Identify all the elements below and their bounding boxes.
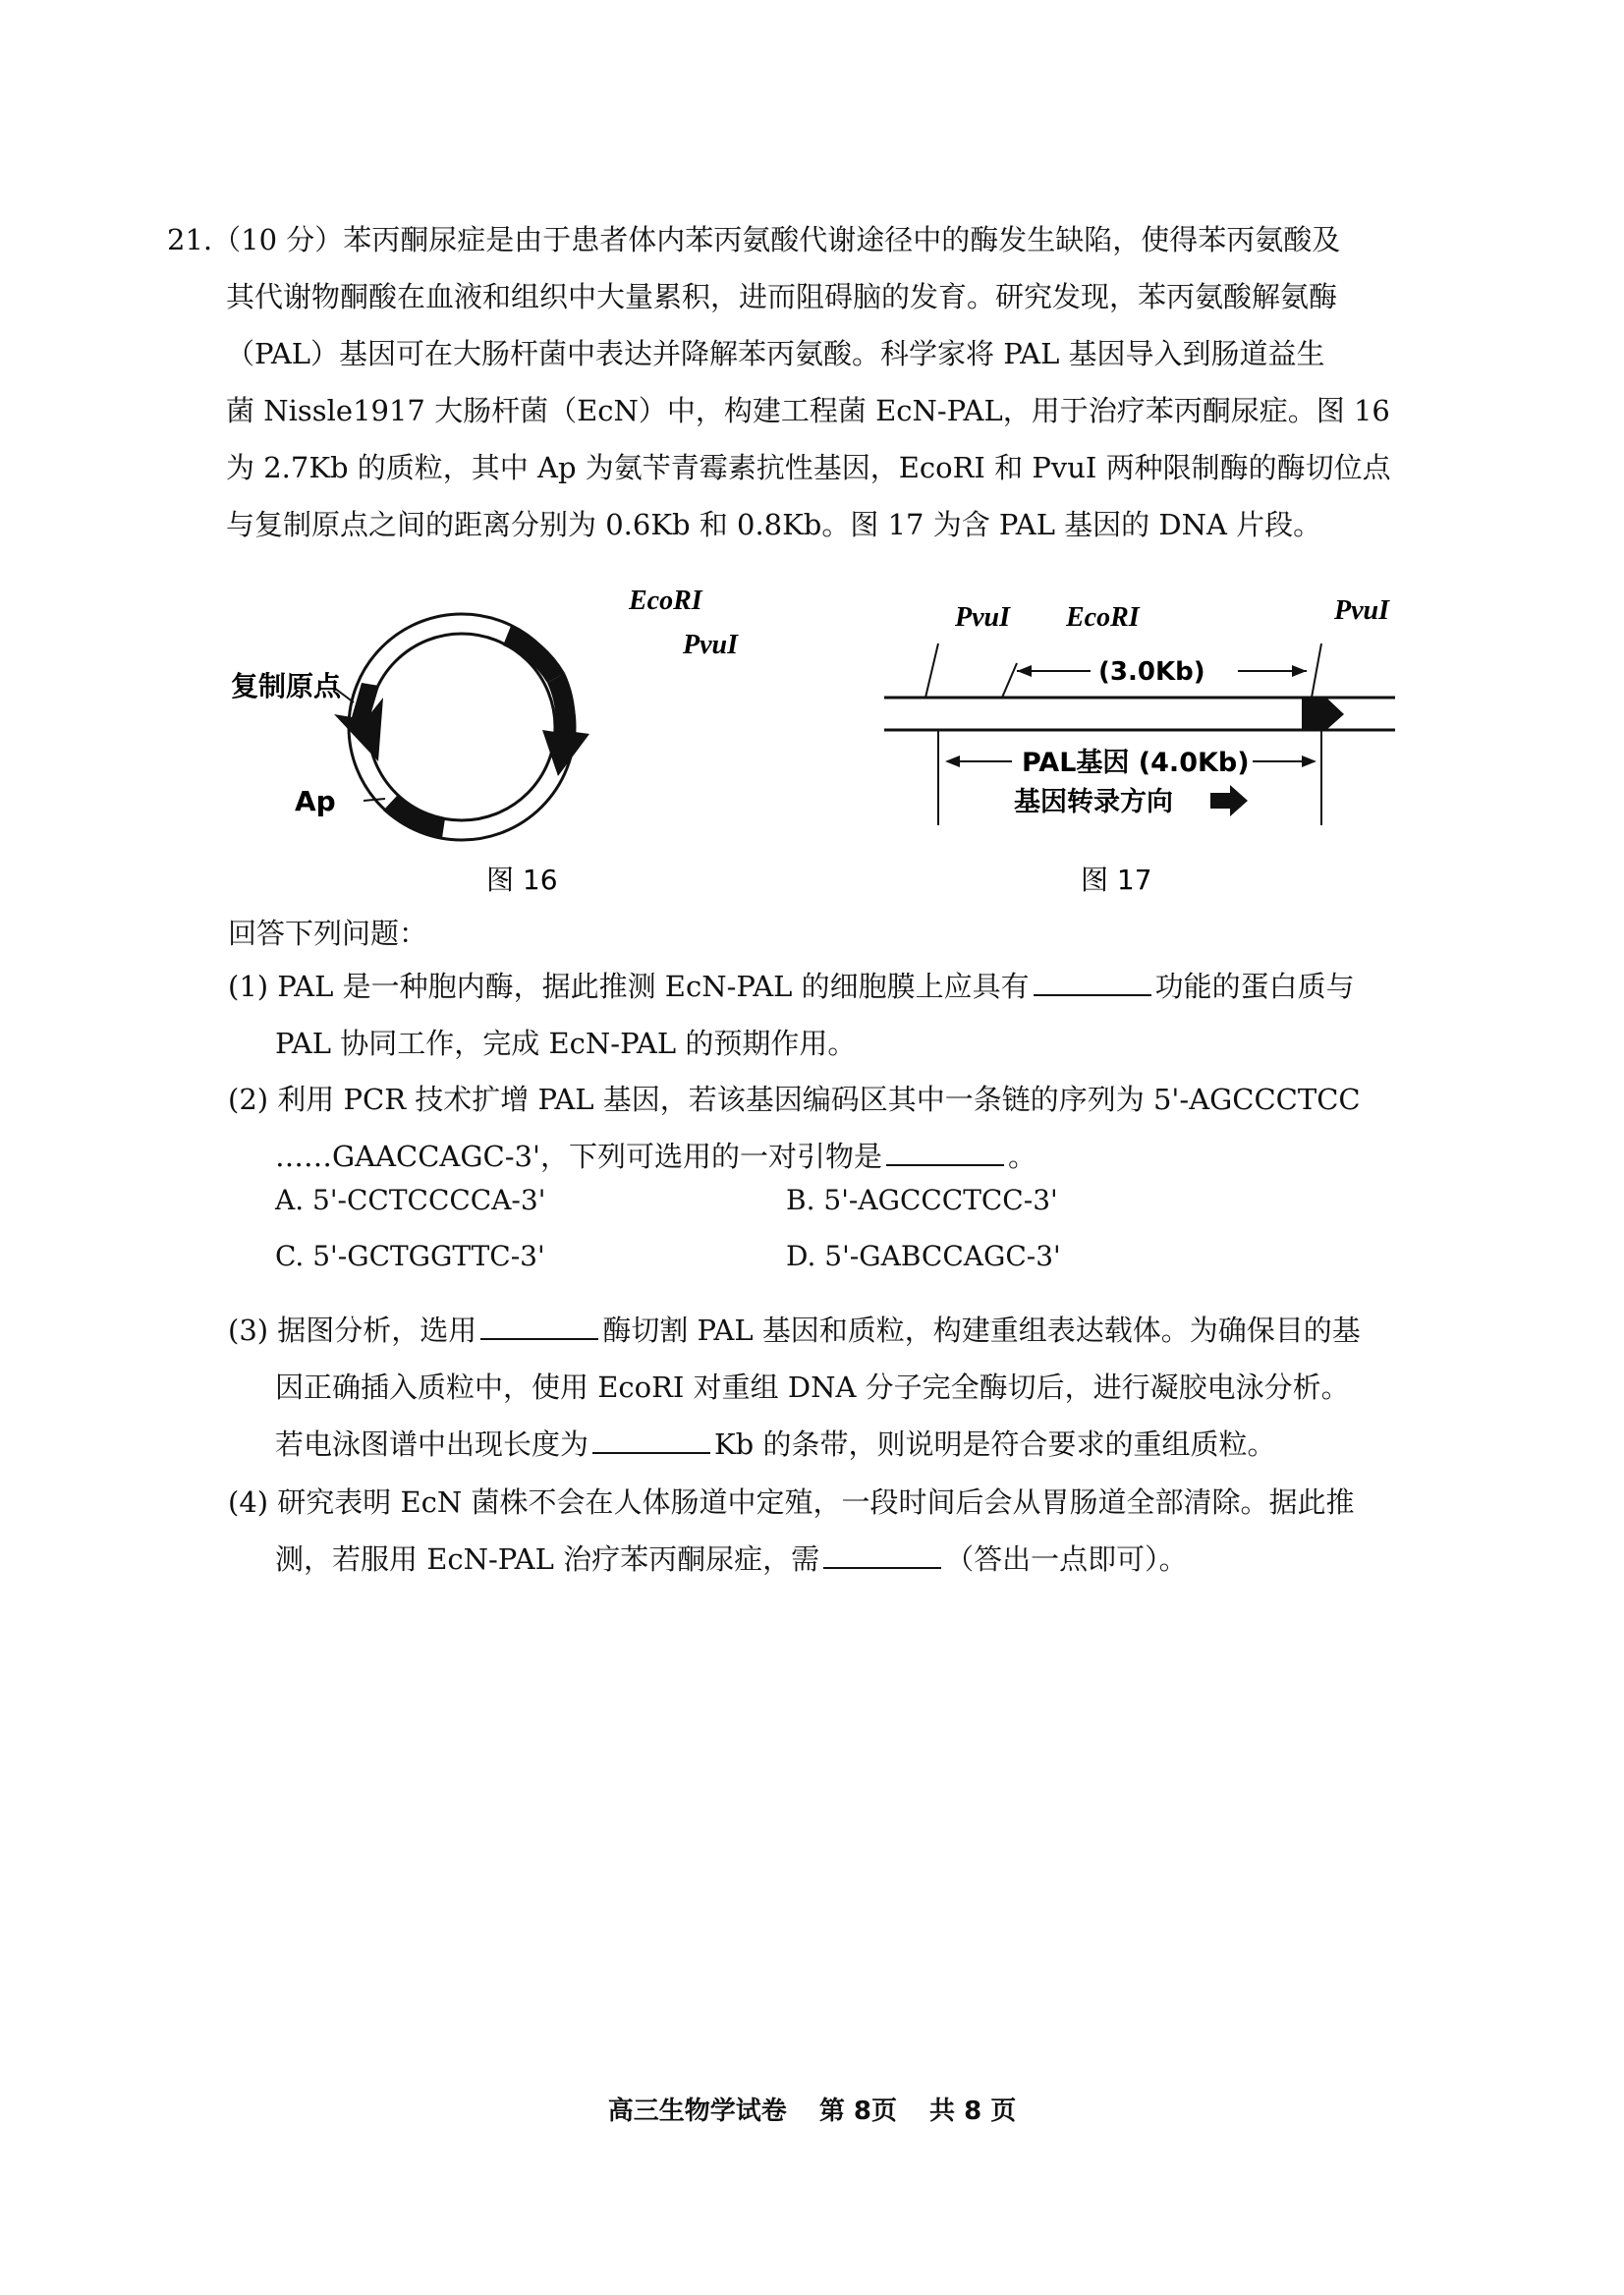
figure-17-dna [884, 595, 1395, 896]
figures-svg [216, 565, 1395, 899]
pvui-right-tick [1312, 644, 1321, 698]
q4-text-a: 测，若服用 EcN-PAL 治疗苯丙酮尿症，需 [275, 1542, 820, 1576]
q1-text-b: 功能的蛋白质与 [1154, 970, 1355, 1003]
ecori-tick [1002, 663, 1017, 698]
label-pvui-left: PvuI [955, 602, 1010, 633]
sub-question-1 [228, 958, 1485, 1072]
label-origin: 复制原点 [231, 670, 342, 702]
option-b[interactable]: B. 5'-AGCCCTCC-3' [786, 1184, 1058, 1216]
figure-16-plasmid [231, 586, 739, 896]
q3-text-a: (3) 据图分析，选用 [228, 1314, 477, 1347]
q2-answer-blank[interactable] [886, 1141, 1004, 1166]
q2-text-a: ……GAACCAGC-3'，下列可选用的一对引物是 [275, 1140, 882, 1173]
q3-answer-blank-2[interactable] [592, 1428, 710, 1454]
option-d[interactable]: D. 5'-GABCCAGC-3' [786, 1240, 1061, 1272]
option-c[interactable]: C. 5'-GCTGGTTC-3' [275, 1240, 545, 1272]
q3-line [228, 1416, 1485, 1473]
q4-line [228, 1531, 1485, 1588]
q2-line: (2) 利用 PCR 技术扩增 PAL 基因，若该基因编码区其中一条链的序列为 5'-AGCCCTCC [228, 1083, 1361, 1116]
label-direction: 基因转录方向 [1014, 787, 1173, 817]
label-ap: Ap [295, 785, 336, 817]
transcription-arrow [1210, 785, 1248, 816]
label-ecori: EcoRI [629, 586, 702, 616]
q1-line [228, 958, 1485, 1015]
q4-line: (4) 研究表明 EcN 菌株不会在人体肠道中定殖，一段时间后会从胃肠道全部清除。据此推 [228, 1485, 1355, 1519]
answer-intro: 回答下列问题： [228, 917, 428, 950]
q1-line: PAL 协同工作，完成 EcN-PAL 的预期作用。 [275, 1027, 857, 1060]
stem-text: 苯丙酮尿症是由于患者体内苯丙氨酸代谢途径中的酶发生缺陷，使得苯丙氨酸及 [343, 223, 1341, 256]
fig17-caption: 图 17 [1081, 864, 1152, 896]
q3-text-c: 若电泳图谱中出现长度为 [275, 1427, 589, 1461]
q4-text-b: （答出一点即可）。 [945, 1542, 1188, 1576]
footer-page: 第 8页 [818, 2097, 897, 2126]
label-gene: PAL基因 (4.0Kb) [1022, 748, 1250, 778]
label-pvui: PvuI [683, 630, 738, 660]
label-pvui-right: PvuI [1334, 595, 1389, 626]
dim-4kb-right-head [1302, 756, 1316, 767]
q2-line [228, 1128, 1485, 1185]
question-stem [167, 211, 1484, 553]
q3-line [228, 1302, 1485, 1359]
q3-text-d: Kb 的条带，则说明是符合要求的重组质粒。 [714, 1427, 1276, 1461]
sub-question-3 [228, 1302, 1485, 1473]
q2-text-b: 。 [1007, 1140, 1036, 1173]
stem-line: （PAL）基因可在大肠杆菌中表达并降解苯丙氨酸。科学家将 PAL 基因导入到肠道益生 [226, 337, 1325, 370]
promoter-arrow [1302, 698, 1344, 730]
q3-answer-blank-1[interactable] [480, 1315, 598, 1340]
origin-arrow [334, 683, 383, 761]
page-footer [0, 2091, 1624, 2127]
stem-line: 为 2.7Kb 的质粒，其中 Ap 为氨苄青霉素抗性基因，EcoRI 和 PvuI 两种限制酶的酶切位点 [226, 451, 1391, 484]
q1-text-a: (1) PAL 是一种胞内酶，据此推测 EcN-PAL 的细胞膜上应具有 [228, 970, 1030, 1003]
ecori-site-block [503, 626, 565, 683]
label-ecori-17: EcoRI [1066, 602, 1140, 633]
stem-line [167, 211, 1484, 268]
q4-answer-blank[interactable] [823, 1543, 941, 1569]
pvui-left-tick [925, 644, 938, 698]
stem-line: 与复制原点之间的距离分别为 0.6Kb 和 0.8Kb。图 17 为含 PAL 基因的 DNA 片段。 [226, 508, 1322, 541]
dim-4kb-left-head [945, 756, 960, 767]
sub-question-2 [228, 1071, 1485, 1185]
q3-text-b: 酶切割 PAL 基因和质粒，构建重组表达载体。为确保目的基 [602, 1314, 1361, 1347]
dim-3kb-left-head [1017, 665, 1032, 677]
plasmid-inner-ring [368, 634, 555, 820]
footer-total: 共 8 页 [929, 2097, 1017, 2126]
label-distance: (3.0Kb) [1098, 657, 1205, 687]
footer-title: 高三生物学试卷 [607, 2097, 787, 2126]
stem-line: 其代谢物酮酸在血液和组织中大量累积，进而阻碍脑的发育。研究发现，苯丙氨酸解氨酶 [226, 280, 1338, 313]
ap-leader [364, 799, 385, 801]
q3-line: 因正确插入质粒中，使用 EcoRI 对重组 DNA 分子完全酶切后，进行凝胶电泳分析。 [275, 1371, 1350, 1404]
question-score: （10 分） [212, 223, 344, 256]
stem-line: 菌 Nissle1917 大肠杆菌（EcN）中，构建工程菌 EcN-PAL，用于治疗苯丙酮尿症。图 16 [226, 394, 1390, 427]
figures-area [216, 565, 1395, 899]
ap-block [383, 796, 445, 838]
sub-question-4 [228, 1474, 1485, 1588]
option-a[interactable]: A. 5'-CCTCCCCA-3' [275, 1184, 546, 1216]
q1-answer-blank[interactable] [1034, 971, 1151, 996]
dim-3kb-right-head [1292, 665, 1307, 677]
fig16-caption: 图 16 [486, 864, 558, 896]
question-number: 21. [167, 223, 213, 256]
